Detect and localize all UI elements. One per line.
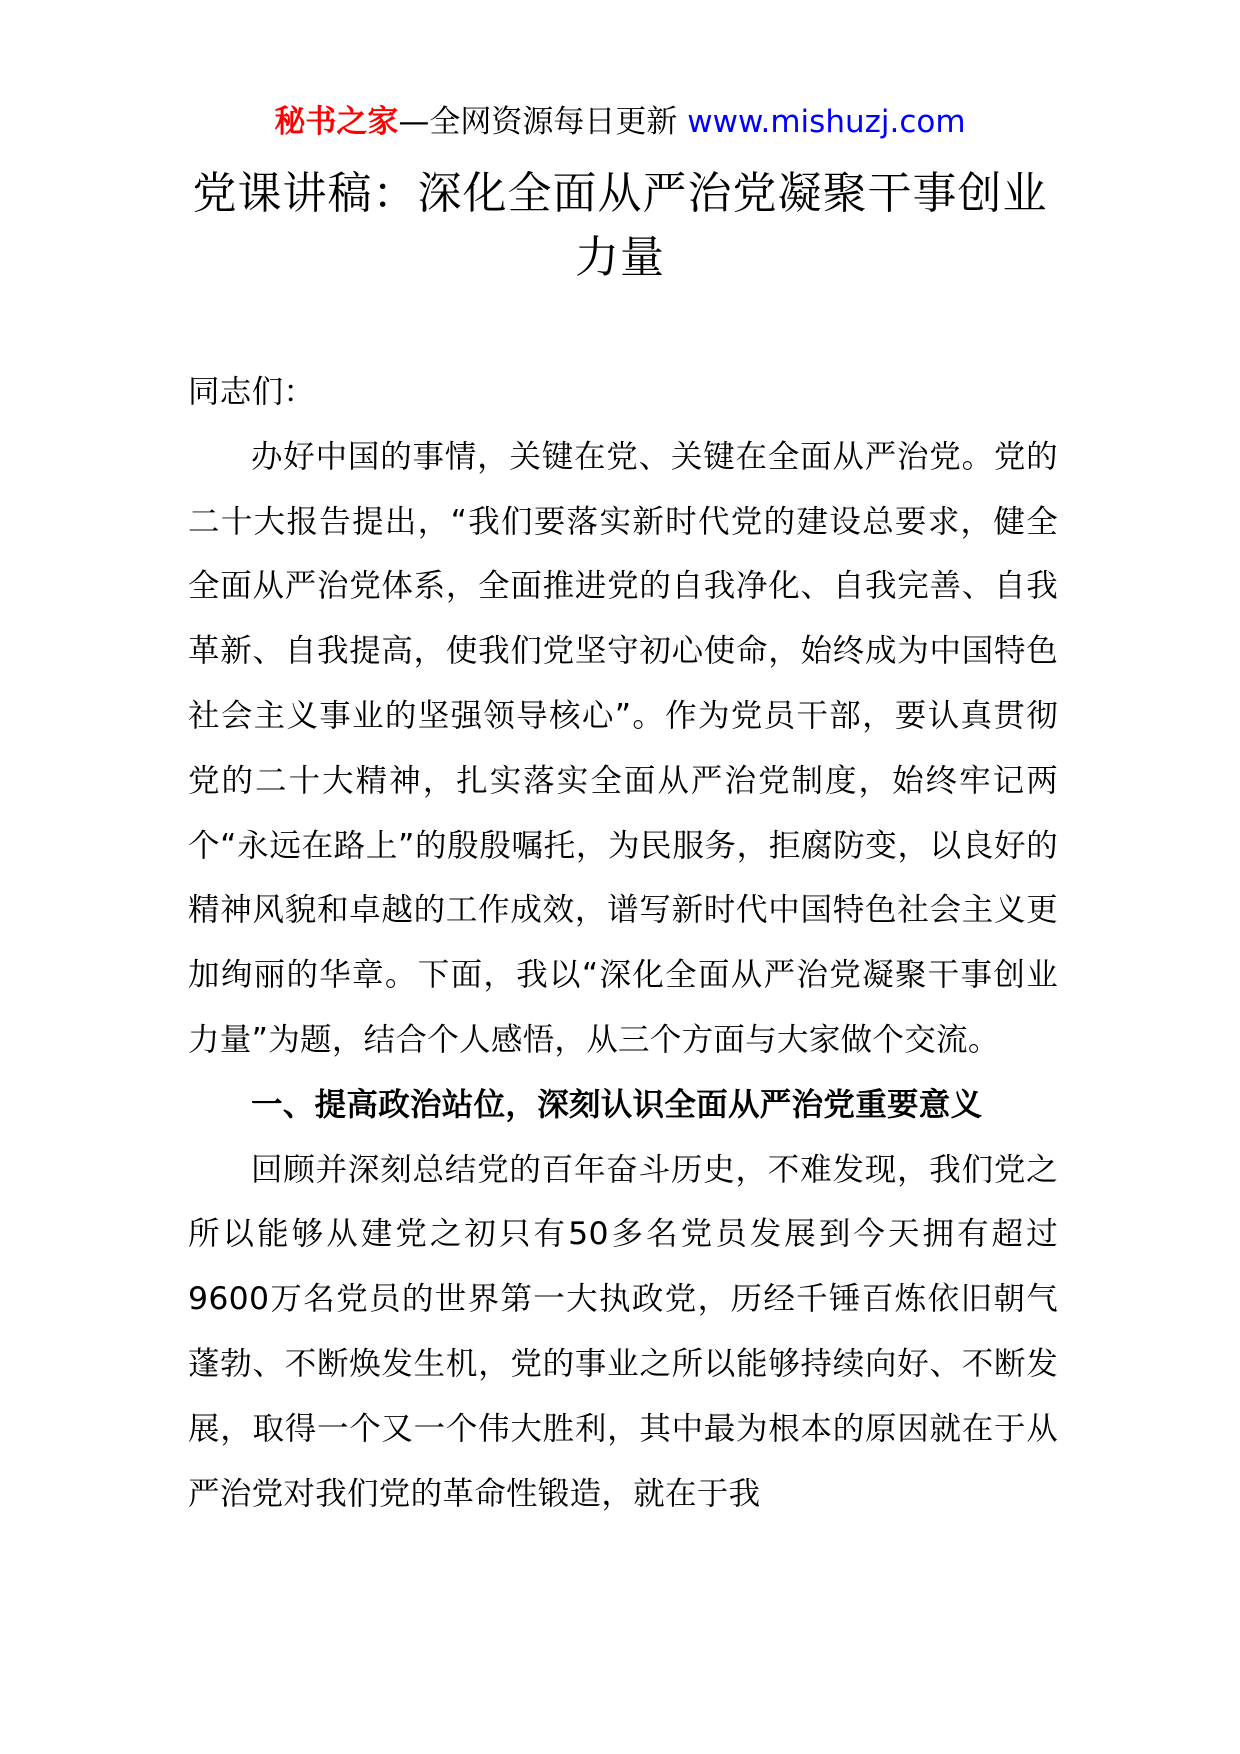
brand-name: 秘书之家 [274,104,399,140]
header-slogan: —全网资源每日更新 [398,104,678,140]
section-heading-1: 一、提高政治站位，深刻认识全面从严治党重要意义 [251,1086,983,1123]
section-1-paragraph: 回顾并深刻总结党的百年奋斗历史，不难发现，我们党之所以能够从建党之初只有50多名党员发展到今天拥有超过9600万名党员的世界第一大执政党，历经千锤百炼依旧朝气蓬勃、不断焕发生机，党的事业之所以能够持续向好、不断发展，取得一个又一个伟大胜利，其中最为根本的原因就在于从严治党对我们党的革命性锻造，就在于我 [188,1151,1058,1512]
site-url-link[interactable]: www.mishuzj.com [687,104,966,140]
document-body [188,360,1058,1526]
intro-paragraph: 办好中国的事情，关键在党、关键在全面从严治党。党的二十大报告提出，“我们要落实新时代党的建设总要求，健全全面从严治党体系，全面推进党的自我净化、自我完善、自我革新、自我提高，使我们党坚守初心使命，始终成为中国特色社会主义事业的坚强领导核心”。作为党员干部，要认真贯彻党的二十大精神，扎实落实全面从严治党制度，始终牢记两个“永远在路上”的殷殷嘱托，为民服务，拒腐防变，以良好的精神风貌和卓越的工作成效，谱写新时代中国特色社会主义更加绚丽的华章。下面，我以“深化全面从严治党凝聚干事创业力量”为题，结合个人感悟，从三个方面与大家做个交流。 [188,438,1058,1058]
site-header [0,100,1240,144]
salutation: 同志们： [188,374,316,410]
document-title: 党课讲稿：深化全面从严治党凝聚干事创业力量 [192,168,1048,283]
